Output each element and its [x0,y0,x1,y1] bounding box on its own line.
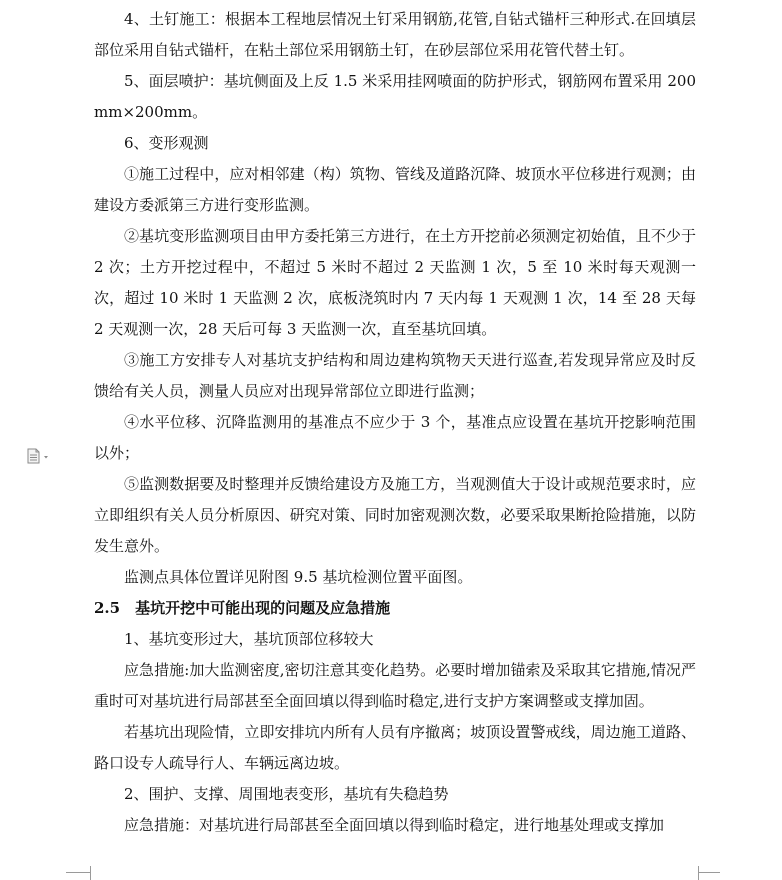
paragraph-options-button[interactable] [26,448,52,464]
paragraph-shotcrete: 5、面层喷护：基坑侧面及上反 1.5 米采用挂网喷面的防护形式，钢筋网布置采用 200mm×200mm。 [94,72,696,121]
paragraph-emergency-2: 应急措施：对基坑进行局部甚至全面回填以得到临时稳定，进行地基处理或支撑加 [124,816,665,834]
paragraph-monitor-5: ⑤监测数据要及时整理并反馈给建设方及施工方，当观测值大于设计或规范要求时，应立即组织有关人员分析原因、研究对策、同时加密观测次数，必要采取果断抢险措施，以防发生意外。 [94,475,696,555]
paragraph-monitor-1: ①施工过程中，应对相邻建（构）筑物、管线及道路沉降、坡顶水平位移进行观测；由建设方委派第三方进行变形监测。 [94,165,696,214]
paragraph-soil-nail: 4、土钉施工：根据本工程地层情况土钉采用钢筋,花管,自钻式锚杆三种形式.在回填层部位采用自钻式锚杆，在粘土部位采用钢筋土钉，在砂层部位采用花管代替土钉。 [94,10,696,59]
document-body[interactable] [94,4,696,841]
section-heading: 2.5 基坑开挖中可能出现的问题及应急措施 [94,599,391,617]
crop-mark-right-horizontal [698,872,720,873]
paragraph-monitor-location: 监测点具体位置详见附图 9.5 基坑检测位置平面图。 [124,568,473,586]
crop-mark-left-vertical [90,866,91,880]
crop-mark-left-horizontal [66,872,90,873]
paragraph-monitor-3: ③施工方安排专人对基坑支护结构和周边建构筑物天天进行巡查,若发现异常应及时反馈给有关人员，测量人员应对出现异常部位立即进行监测； [94,351,696,400]
paragraph-issue-2: 2、围护、支撑、周围地表变形，基坑有失稳趋势 [124,785,449,803]
paragraph-deformation-title: 6、变形观测 [124,134,209,152]
paragraph-evacuation: 若基坑出现险情，立即安排坑内所有人员有序撤离；坡顶设置警戒线，周边施工道路、路口设专人疏导行人、车辆远离边坡。 [94,723,696,772]
paragraph-issue-1: 1、基坑变形过大，基坑顶部位移较大 [124,630,374,648]
paragraph-emergency-1: 应急措施:加大监测密度,密切注意其变化趋势。必要时增加锚索及采取其它措施,情况严重时可对基坑进行局部甚至全面回填以得到临时稳定,进行支护方案调整或支撑加固。 [94,661,696,710]
paragraph-layout-icon [26,448,52,464]
crop-mark-right-vertical [698,866,699,880]
paragraph-monitor-4: ④水平位移、沉降监测用的基准点不应少于 3 个，基准点应设置在基坑开挖影响范围以外； [94,413,696,462]
paragraph-monitor-2: ②基坑变形监测项目由甲方委托第三方进行，在土方开挖前必须测定初始值，且不少于 2 次；土方开挖过程中，不超过 5 米时不超过 2 天监测 1 次，5 至 10 米时每天观测一次，超过 10 米时 1 天监测 2 次，底板浇筑时内 7 天内每 1 天观测 1 次，14 至 28 天每 2 天观测一次，28 天后可每 3 天监测一次，直至基坑回填。 [94,227,696,338]
